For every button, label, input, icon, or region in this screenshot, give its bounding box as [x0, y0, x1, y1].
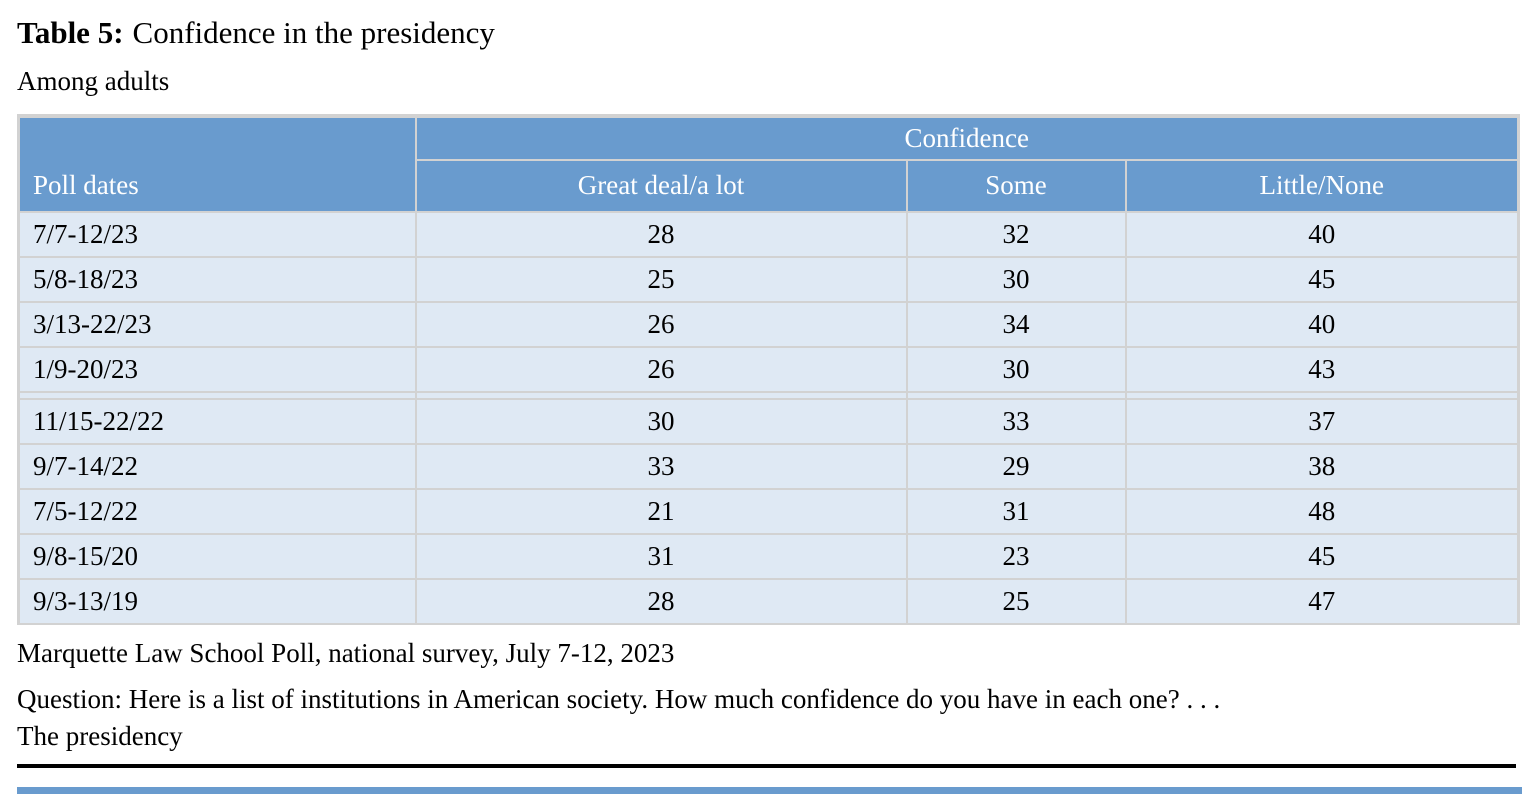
group-separator-cell — [907, 392, 1126, 399]
little-none-cell: 37 — [1126, 399, 1519, 444]
poll-date-cell: 11/15-22/22 — [19, 399, 416, 444]
column-header-little-none: Little/None — [1126, 160, 1519, 212]
great-deal-cell: 21 — [416, 489, 907, 534]
great-deal-cell: 28 — [416, 212, 907, 257]
question-note — [17, 681, 1520, 755]
group-header-confidence: Confidence — [416, 116, 1519, 160]
confidence-table — [17, 114, 1520, 625]
table-title-label: Table 5: — [17, 15, 124, 50]
group-separator-row — [19, 392, 1519, 399]
question-line-2: The presidency — [17, 721, 183, 751]
great-deal-cell: 26 — [416, 302, 907, 347]
table-row — [19, 579, 1519, 624]
table-row — [19, 489, 1519, 534]
some-cell: 30 — [907, 347, 1126, 392]
some-cell: 29 — [907, 444, 1126, 489]
little-none-cell: 48 — [1126, 489, 1519, 534]
table-row — [19, 444, 1519, 489]
column-header-some: Some — [907, 160, 1126, 212]
column-header-poll-dates: Poll dates — [19, 116, 416, 212]
poll-date-cell: 9/3-13/19 — [19, 579, 416, 624]
table-row — [19, 347, 1519, 392]
great-deal-cell: 28 — [416, 579, 907, 624]
poll-date-cell: 3/13-22/23 — [19, 302, 416, 347]
table-row — [19, 212, 1519, 257]
little-none-cell: 45 — [1126, 534, 1519, 579]
table-row — [19, 302, 1519, 347]
question-line-1: Question: Here is a list of institutions in American society. How much confidence do you have in each one? . . . — [17, 684, 1221, 714]
some-cell: 25 — [907, 579, 1126, 624]
little-none-cell: 45 — [1126, 257, 1519, 302]
poll-date-cell: 7/7-12/23 — [19, 212, 416, 257]
some-cell: 31 — [907, 489, 1126, 534]
table-title-text: Confidence in the presidency — [132, 15, 495, 50]
some-cell: 23 — [907, 534, 1126, 579]
group-separator-cell — [19, 392, 416, 399]
poll-date-cell: 1/9-20/23 — [19, 347, 416, 392]
poll-date-cell: 7/5-12/22 — [19, 489, 416, 534]
table-title — [17, 14, 1520, 52]
little-none-cell: 40 — [1126, 302, 1519, 347]
table-row — [19, 257, 1519, 302]
little-none-cell: 47 — [1126, 579, 1519, 624]
table-row — [19, 534, 1519, 579]
little-none-cell: 40 — [1126, 212, 1519, 257]
poll-date-cell: 5/8-18/23 — [19, 257, 416, 302]
some-cell: 32 — [907, 212, 1126, 257]
great-deal-cell: 26 — [416, 347, 907, 392]
source-note: Marquette Law School Poll, national survey, July 7-12, 2023 — [17, 638, 675, 668]
table-row — [19, 399, 1519, 444]
bottom-rule — [17, 764, 1516, 768]
group-separator-cell — [416, 392, 907, 399]
group-separator-cell — [1126, 392, 1519, 399]
great-deal-cell: 30 — [416, 399, 907, 444]
some-cell: 30 — [907, 257, 1126, 302]
table-subtitle: Among adults — [17, 66, 170, 96]
great-deal-cell: 25 — [416, 257, 907, 302]
great-deal-cell: 31 — [416, 534, 907, 579]
some-cell: 34 — [907, 302, 1126, 347]
column-header-great-deal: Great deal/a lot — [416, 160, 907, 212]
little-none-cell: 43 — [1126, 347, 1519, 392]
poll-date-cell: 9/7-14/22 — [19, 444, 416, 489]
little-none-cell: 38 — [1126, 444, 1519, 489]
header-row-group — [19, 116, 1519, 160]
next-table-header-peek — [17, 787, 1522, 794]
great-deal-cell: 33 — [416, 444, 907, 489]
poll-date-cell: 9/8-15/20 — [19, 534, 416, 579]
some-cell: 33 — [907, 399, 1126, 444]
